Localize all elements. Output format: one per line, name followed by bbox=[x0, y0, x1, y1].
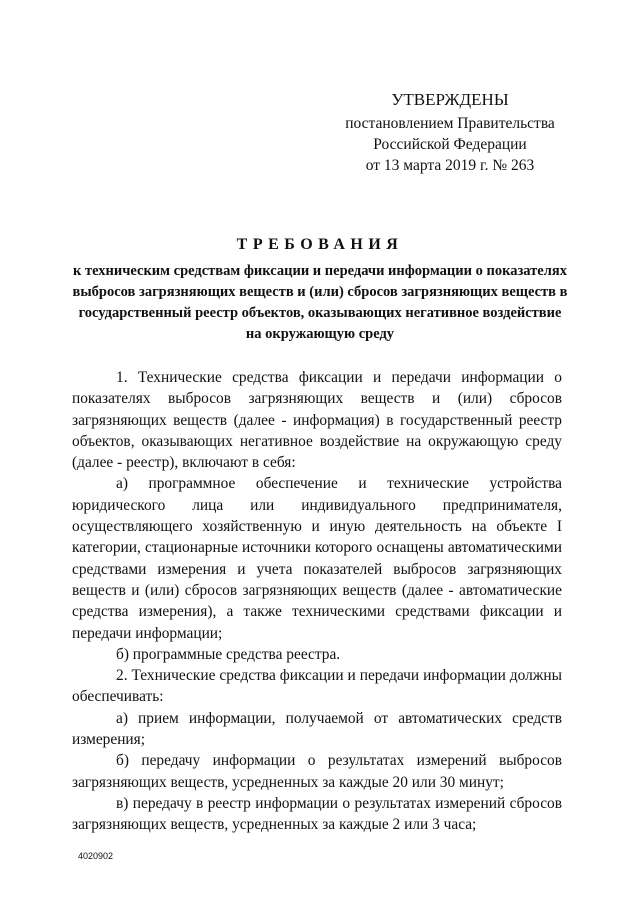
document-body bbox=[72, 367, 562, 836]
paragraph-2b: б) передачу информации о результатах измерений выбросов загрязняющих веществ, усредненных за каждые 20 или 30 минут; bbox=[72, 752, 562, 791]
paragraph-2: 2. Технические средства фиксации и передачи информации должны обеспечивать: bbox=[72, 667, 562, 706]
footer-code: 4020902 bbox=[78, 851, 114, 861]
approval-block bbox=[330, 88, 570, 176]
approval-line-3: от 13 марта 2019 г. № 263 bbox=[365, 157, 535, 174]
paragraph-1a: а) программное обеспечение и технические устройства юридического лица или индивидуального предпринимателя, осуществляющего хозяйственную и иную деятельность на объекте I категории, стационарные источники которого оснащены автоматическими средствами измерения и учета показателей выбросов загрязняющих веществ и (или) сбросов загрязняющих веществ (далее - автоматические средства измерения), а также техническими средствами фиксации и передачи информации; bbox=[72, 475, 562, 642]
document-title: ТРЕБОВАНИЯ bbox=[236, 236, 404, 253]
paragraph-1: 1. Технические средства фиксации и передачи информации о показателях выбросов загрязняющих веществ и (или) сбросов загрязняющих веществ (далее - информация) в государственный реестр объектов, оказывающих негативное воздействие на окружающую среду (далее - реестр), включают в себя: bbox=[72, 369, 562, 472]
approval-heading: УТВЕРЖДЕНЫ bbox=[391, 90, 509, 109]
paragraph-2c: в) передачу в реестр информации о результатах измерений сбросов загрязняющих веществ, усредненных за каждые 2 или 3 часа; bbox=[72, 794, 562, 834]
approval-line-1: постановлением Правительства bbox=[345, 115, 555, 132]
approval-line-2: Российской Федерации bbox=[373, 136, 527, 153]
paragraph-1b: б) программные средства реестра. bbox=[116, 645, 341, 663]
paragraph-2a: а) прием информации, получаемой от автоматических средств измерения; bbox=[72, 709, 562, 749]
document-subtitle: к техническим средствам фиксации и передачи информации о показателях выбросов загрязняющих веществ и (или) сбросов загрязняющих веществ в государственный реестр объектов, оказывающих негативное воздействие на окружающую среду bbox=[72, 263, 568, 342]
